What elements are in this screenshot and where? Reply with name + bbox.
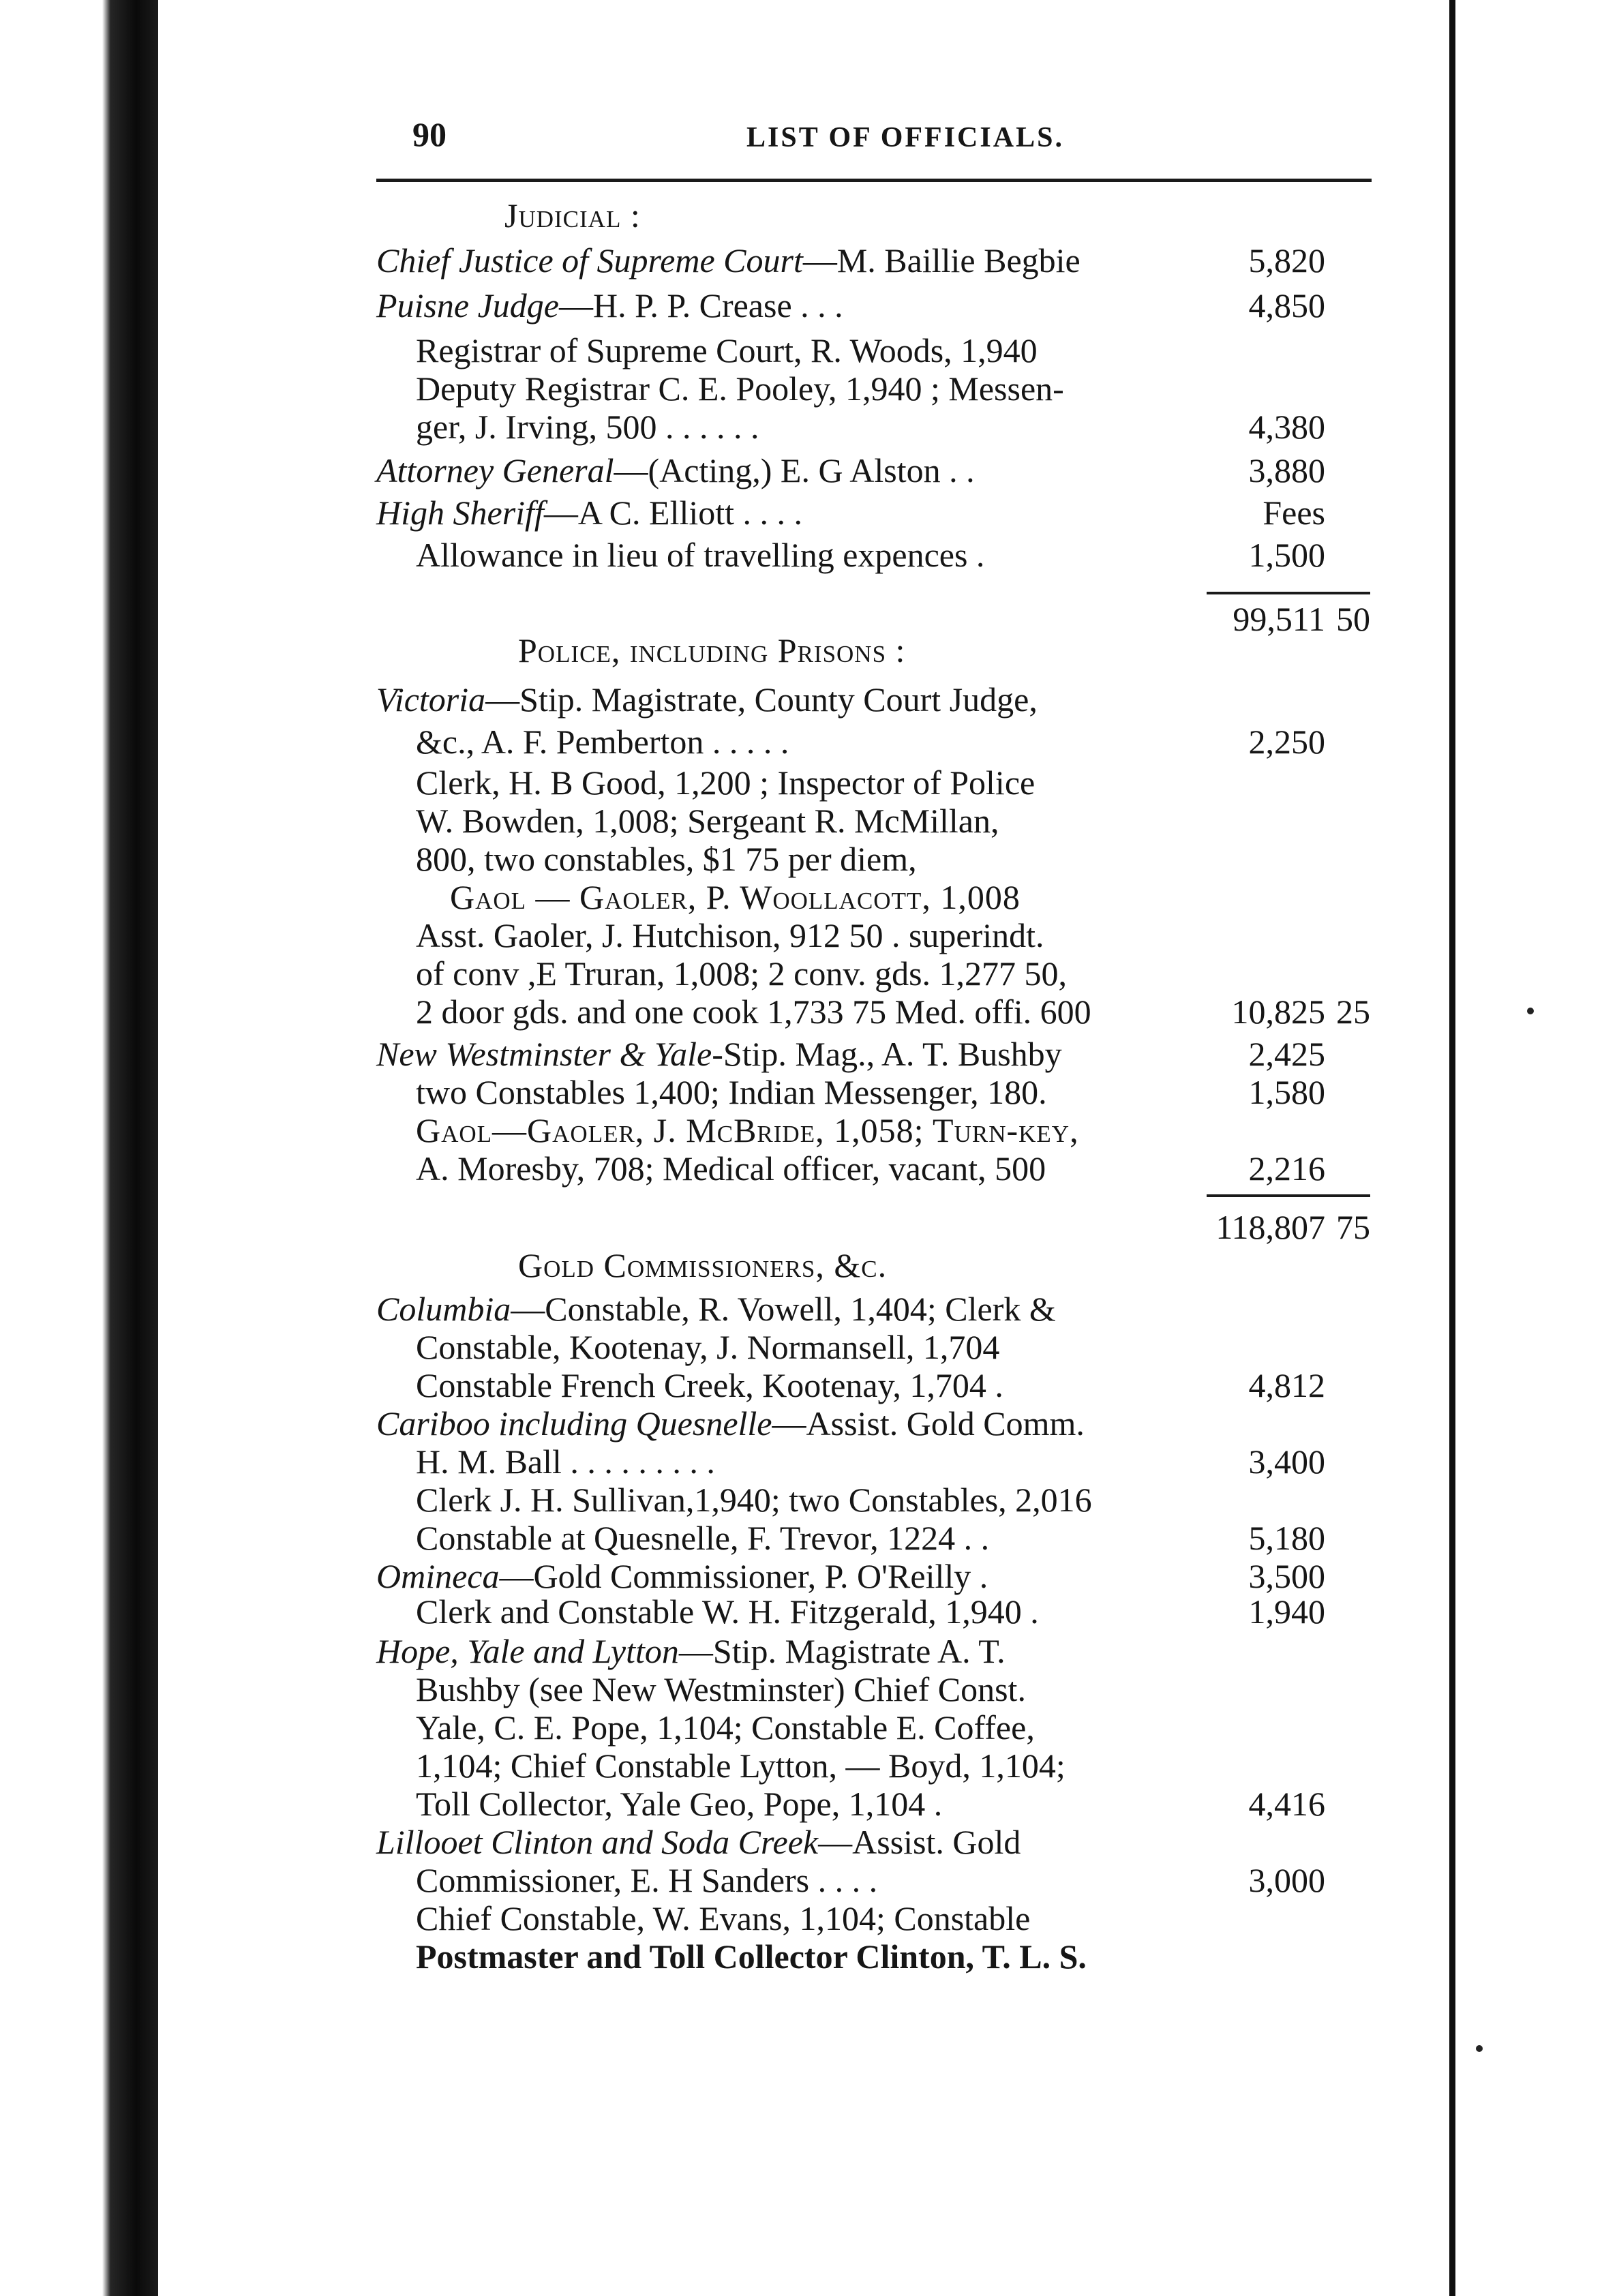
entry-line: Toll Collector, Yale Geo, Pope, 1,104 . — [416, 1785, 943, 1823]
section-heading-judicial: Judicial : — [504, 196, 641, 235]
entry-line: Asst. Gaoler, J. Hutchison, 912 50 . superindt. — [416, 916, 1044, 954]
entry-line — [376, 679, 1038, 720]
office-title: Victoria — [376, 680, 486, 719]
entry-line: Constable French Creek, Kootenay, 1,704 . — [416, 1366, 1003, 1404]
entry-text: —Stip. Magistrate A. T. — [678, 1632, 1006, 1670]
entry-line — [376, 1033, 1062, 1074]
office-title: Cariboo including Quesnelle — [376, 1404, 772, 1442]
amount: 4,812 — [1248, 1366, 1325, 1404]
entry-line: Commissioner, E. H Sanders . . . . — [416, 1861, 878, 1899]
amount: 5,180 — [1248, 1519, 1325, 1557]
entry-line — [376, 240, 1080, 281]
book-binding-edge — [0, 0, 158, 2296]
entry-line — [376, 450, 975, 491]
section-heading-police: Police, including Prisons : — [518, 631, 906, 669]
entry-text: —A C. Elliott . . . . — [543, 494, 803, 532]
office-title: Chief Justice of Supreme Court — [376, 241, 803, 280]
entry-line: H. M. Ball . . . . . . . . . — [416, 1442, 715, 1481]
entry-line: of conv ,E Truran, 1,008; 2 conv. gds. 1,277 50, — [416, 954, 1068, 993]
entry-text: —(Acting,) E. G Alston . . — [614, 451, 975, 489]
amount: 3,500 — [1248, 1557, 1325, 1595]
entry-text: -Stip. Mag., A. T. Bushby — [712, 1035, 1062, 1073]
entry-text: —Gold Commissioner, P. O'Reilly . — [499, 1557, 988, 1595]
amount: Fees — [1263, 494, 1325, 532]
amount: 1,500 — [1248, 536, 1325, 574]
amount: 2,425 — [1248, 1035, 1325, 1073]
entry-line — [376, 1403, 1085, 1444]
entry-line: 1,104; Chief Constable Lytton, — Boyd, 1,104; — [416, 1747, 1066, 1785]
office-title: New Westminster & Yale — [376, 1035, 712, 1073]
office-title: High Sheriff — [376, 494, 544, 532]
entry-line: Registrar of Supreme Court, R. Woods, 1,940 — [416, 331, 1038, 369]
scan-speck — [1527, 1008, 1534, 1014]
entry-line — [376, 285, 843, 326]
entry-text: —H. P. P. Crease . . . — [558, 286, 843, 324]
page-edge-rule — [1449, 0, 1455, 2296]
entry-line: 800, two constables, $1 75 per diem, — [416, 840, 917, 878]
office-title: Hope, Yale and Lytton — [376, 1632, 679, 1670]
office-title: Lillooet Clinton and Soda Creek — [376, 1823, 819, 1861]
section-heading-gold-commissioners: Gold Commissioners, &c. — [518, 1246, 888, 1284]
amount: 5,820 — [1248, 241, 1325, 280]
entry-line: Deputy Registrar C. E. Pooley, 1,940 ; Messen- — [416, 369, 1064, 408]
entry-line: Chief Constable, W. Evans, 1,104; Constable — [416, 1899, 1031, 1937]
page-number: 90 — [412, 115, 447, 153]
entry-line: Gaol — Gaoler, P. Woollacott, 1,008 — [450, 878, 1021, 916]
entry-line: ger, J. Irving, 500 . . . . . . — [416, 408, 759, 446]
entry-line: two Constables 1,400; Indian Messenger, 180. — [416, 1073, 1047, 1111]
entry-text: —Stip. Magistrate, County Court Judge, — [485, 680, 1038, 719]
amount-cents: 25 — [1336, 993, 1370, 1031]
entry-line: &c., A. F. Pemberton . . . . . — [416, 723, 789, 761]
entry-line: Yale, C. E. Pope, 1,104; Constable E. Coffee, — [416, 1708, 1035, 1747]
entry-line: Gaol—Gaoler, J. McBride, 1,058; Turn-key, — [416, 1111, 1079, 1149]
entry-line — [376, 492, 802, 533]
office-title: Omineca — [376, 1557, 500, 1595]
section-total-cents: 50 — [1336, 600, 1370, 638]
entry-text: —Assist. Gold Comm. — [772, 1404, 1085, 1442]
entry-text: —M. Baillie Begbie — [802, 241, 1080, 280]
running-title: LIST OF OFFICIALS. — [746, 122, 1064, 153]
entry-line: 2 door gds. and one cook 1,733 75 Med. offi. 600 — [416, 993, 1091, 1031]
entry-line — [376, 1631, 1006, 1672]
entry-line: Constable at Quesnelle, F. Trevor, 1224 . . — [416, 1519, 990, 1557]
amount: 3,400 — [1248, 1442, 1325, 1481]
amount: 3,880 — [1248, 451, 1325, 489]
entry-line — [376, 1288, 1056, 1329]
entry-line: Clerk J. H. Sullivan,1,940; two Constables, 2,016 — [416, 1481, 1092, 1519]
entry-line: Clerk, H. B Good, 1,200 ; Inspector of Police — [416, 764, 1036, 802]
entry-text: —Assist. Gold — [818, 1823, 1021, 1861]
entry-line — [376, 1556, 988, 1597]
office-title: Attorney General — [376, 451, 614, 489]
sum-rule — [1207, 592, 1370, 594]
amount: 2,216 — [1248, 1149, 1325, 1188]
section-total: 99,511 — [1233, 600, 1325, 638]
entry-line: Constable, Kootenay, J. Normansell, 1,704 — [416, 1328, 1000, 1366]
entry-text: —Constable, R. Vowell, 1,404; Clerk & — [511, 1290, 1056, 1328]
entry-line: Clerk and Constable W. H. Fitzgerald, 1,940 . — [416, 1592, 1039, 1631]
amount: 1,580 — [1248, 1073, 1325, 1111]
section-total-cents: 75 — [1336, 1208, 1370, 1246]
header-rule — [376, 179, 1372, 182]
amount: 2,250 — [1248, 723, 1325, 761]
amount: 4,380 — [1248, 408, 1325, 446]
office-title: Columbia — [376, 1290, 511, 1328]
amount: 4,416 — [1248, 1785, 1325, 1823]
office-title: Puisne Judge — [376, 286, 559, 324]
entry-line: A. Moresby, 708; Medical officer, vacant, 500 — [416, 1149, 1046, 1188]
section-total: 118,807 — [1215, 1208, 1325, 1246]
entry-line: Bushby (see New Westminster) Chief Const. — [416, 1670, 1026, 1708]
entry-line: Allowance in lieu of travelling expences . — [416, 536, 985, 574]
amount: 4,850 — [1248, 286, 1325, 324]
entry-line — [376, 1822, 1021, 1862]
amount: 1,940 — [1248, 1592, 1325, 1631]
entry-line: W. Bowden, 1,008; Sergeant R. McMillan, — [416, 802, 999, 840]
entry-line: Postmaster and Toll Collector Clinton, T. L. S. — [416, 1937, 1087, 1976]
sum-rule — [1207, 1194, 1370, 1197]
amount: 10,825 — [1231, 993, 1325, 1031]
amount: 3,000 — [1248, 1861, 1325, 1899]
scan-speck — [1476, 2045, 1483, 2052]
